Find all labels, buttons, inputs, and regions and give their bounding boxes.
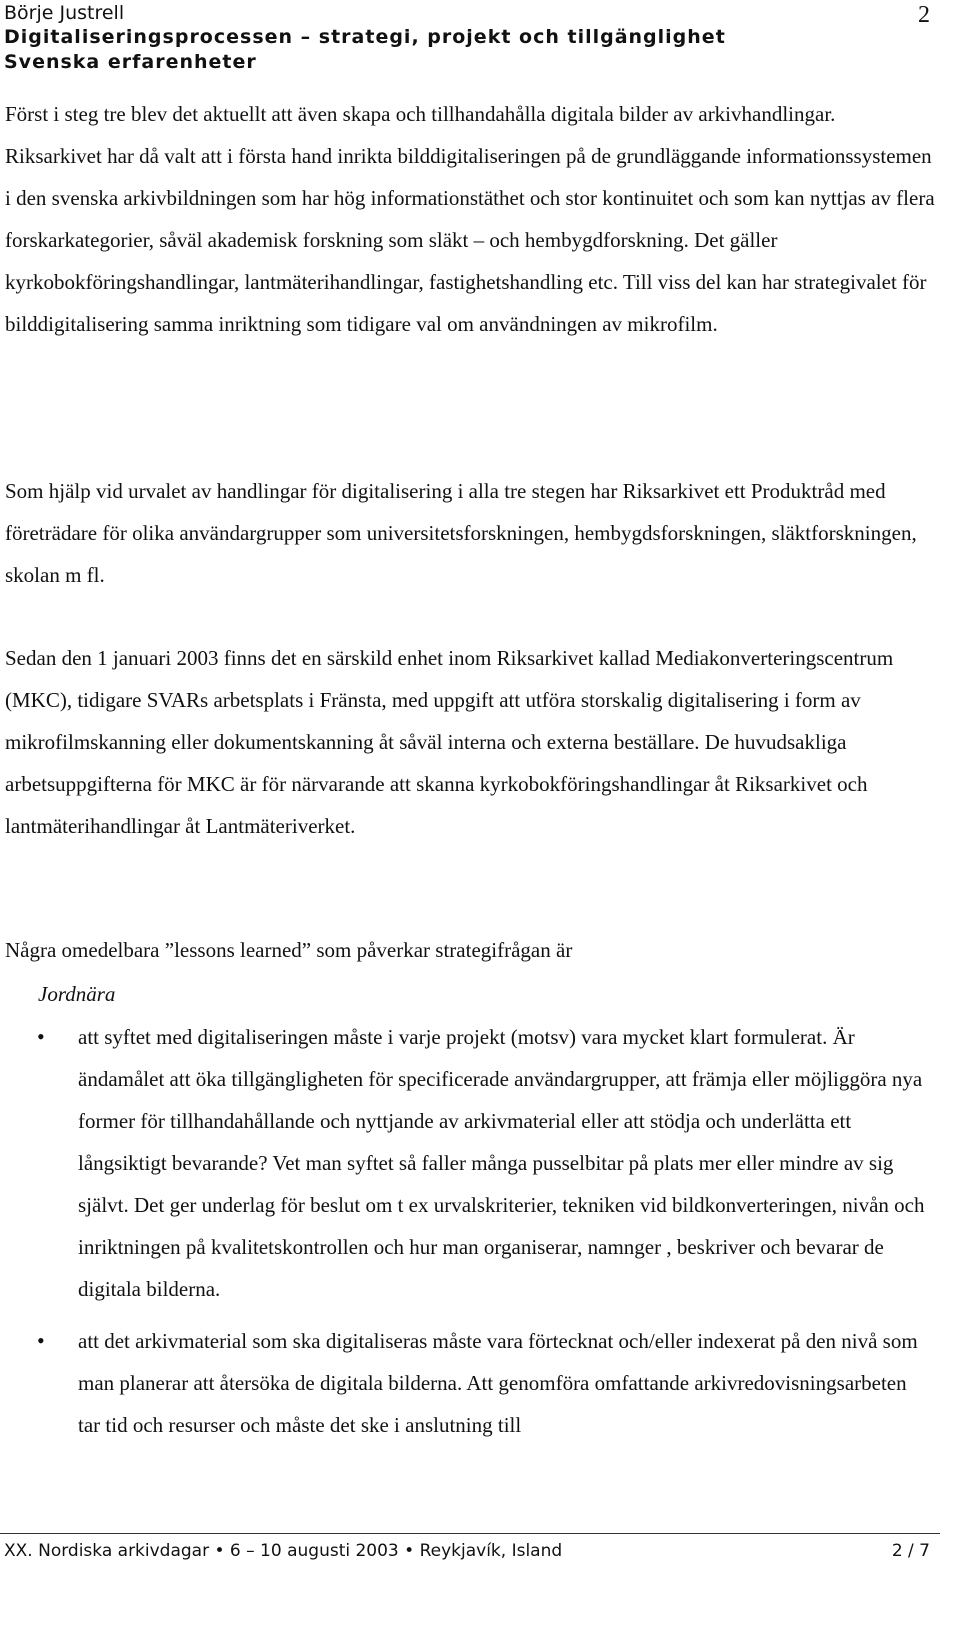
list-item xyxy=(0,1320,926,1446)
paragraph-1: Först i steg tre blev det aktuellt att även skapa och tillhandahålla digitala bilder av arkivhandlingar. Riksarkivet har då valt att i första hand inrikta bilddigitaliseringen på de grundläggande informationssystemen i den svenska arkivbildningen som har hög informationstäthet och stor kontinuitet och som kan nyttjas av flera forskarkategorier, såväl akademisk forskning som släkt – och hembygdforskning. Det gäller kyrkobokföringshandlingar, lantmäterihandlingar, fastighetshandling etc. Till viss del kan har strategivalet för bilddigitalisering samma inriktning som tidigare val om användningen av mikrofilm. xyxy=(5,102,935,336)
footer-page-count: 2 / 7 xyxy=(891,1541,930,1561)
paragraph-3: Sedan den 1 januari 2003 finns det en särskild enhet inom Riksarkivet kallad Mediakonverteringscentrum (MKC), tidigare SVARs arbetsplats i Fränsta, med uppgift att utföra storskalig digitalisering i form av mikrofilmskanning eller dokumentskanning åt såväl interna och externa beställare. De huvudsakliga arbetsuppgifterna för MKC är för närvarande att skanna kyrkobokföringshandlingar åt Riksarkivet och lantmäterihandlingar åt Lantmäteriverket. xyxy=(5,646,894,838)
bullet-icon: • xyxy=(37,1024,45,1049)
header-author: Börje Justrell xyxy=(4,2,125,24)
subheading: Jordnära xyxy=(38,982,116,1006)
header-subtitle: Svenska erfarenheter xyxy=(4,51,257,73)
list-item-text: att syftet med digitaliseringen måste i varje projekt (motsv) vara mycket klart formulerat. Är ändamålet att öka tillgängligheten för specificerade användargrupper, att främja eller möjliggöra nya former för tillhandahållande och nyttjande av arkivmaterial eller att stödja och underlätta ett långsiktigt bevarande? Vet man syftet så faller många pusselbitar på plats mer eller mindre av sig självt. Det ger underlag för beslut om t ex urvalskriterier, tekniken vid bildkonverteringen, nivån och inriktningen på kvalitetskontrollen och hur man organiserar, namnger , beskriver och bevarar de digitala bilderna. xyxy=(78,1025,925,1301)
footer-text: XX. Nordiska arkivdagar • 6 – 10 augusti 2003 • Reykjavík, Island xyxy=(4,1541,563,1561)
header-title: Digitaliseringsprocessen – strategi, projekt och tillgänglighet xyxy=(4,26,726,48)
footer-divider xyxy=(0,1533,940,1534)
list-item-text: att det arkivmaterial som ska digitaliseras måste vara förtecknat och/eller indexerat på den nivå som man planerar att återsöka de digitala bilderna. Att genomföra omfattande arkivredovisningsarbeten tar tid och resurser och måste det ske i anslutning till xyxy=(78,1329,918,1437)
paragraph-4: Några omedelbara ”lessons learned” som påverkar strategifrågan är xyxy=(5,938,573,962)
header-page-number: 2 xyxy=(918,2,930,28)
bullet-list xyxy=(0,1016,940,1456)
paragraph-2: Som hjälp vid urvalet av handlingar för digitalisering i alla tre stegen har Riksarkivet ett Produktråd med företrädare för olika användargrupper som universitetsforskningen, hembygdsforskningen, släktforskningen, skolan m fl. xyxy=(5,479,917,587)
bullet-icon: • xyxy=(37,1328,45,1353)
list-item xyxy=(0,1016,926,1310)
